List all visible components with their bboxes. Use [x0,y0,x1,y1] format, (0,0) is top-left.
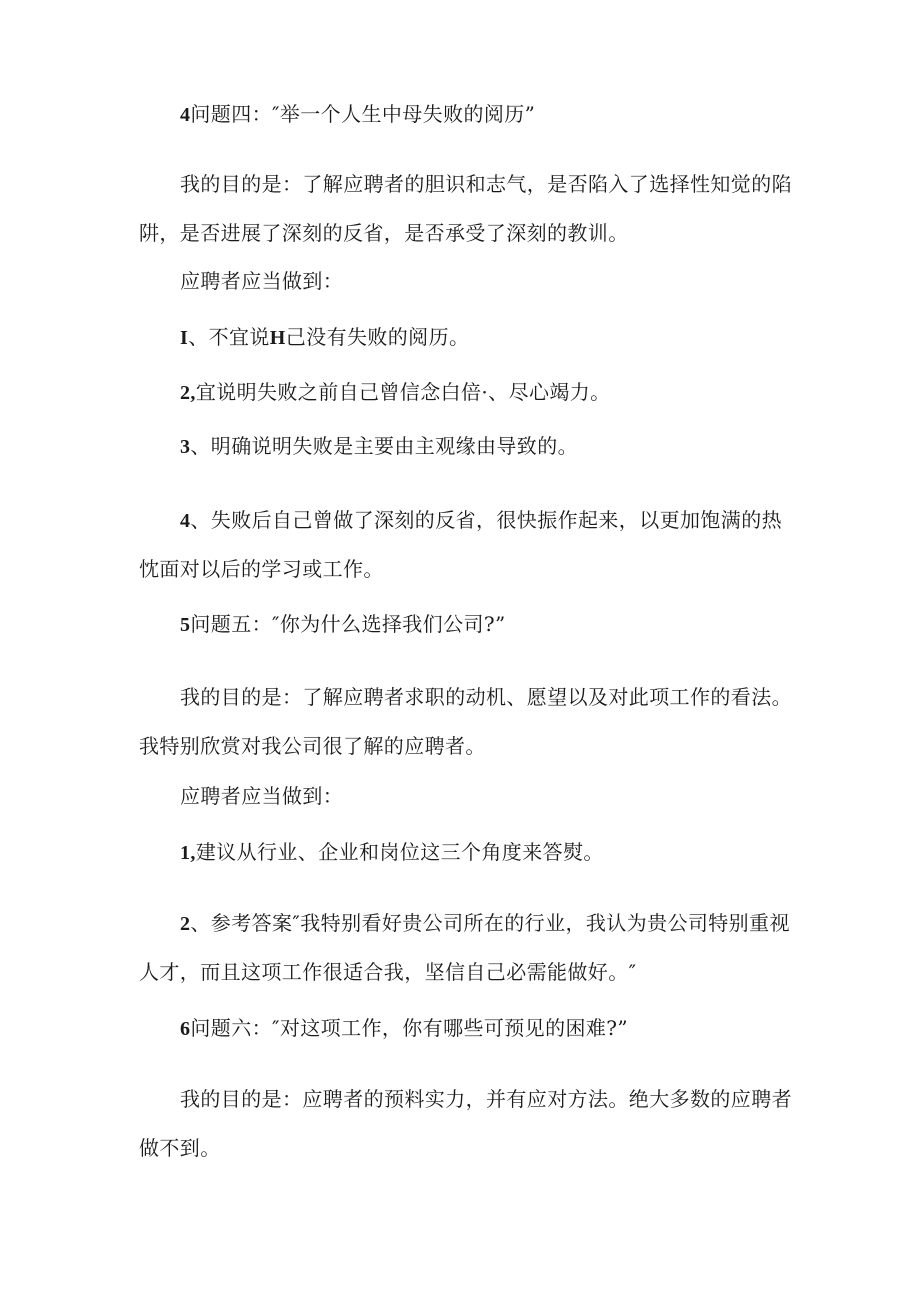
q5-heading [180,612,506,637]
q4-item-1-text-b: 己没有失败的阅历。 [285,325,470,349]
q6-purpose-line2: 做不到。 [139,1136,221,1160]
q4-item-3-number: 3 [180,436,191,458]
q4-item-3-text: 、明确说明失败是主要由主观缘由导致的。 [190,434,579,458]
q6-heading [180,1016,628,1041]
q4-item-2 [180,380,611,405]
q5-item-2-line1 [180,911,790,936]
q5-number: 5 [180,614,191,636]
q6-purpose-line1: 我的目的是：应聘者的预料实力，并有应对方法。绝大多数的应聘者 [180,1087,792,1111]
q4-purpose-line1: 我的目的是：了解应聘者的胆识和志气，是否陷入了选择性知觉的陷 [180,172,792,196]
q4-item-2-text: 宜说明失败之前自己曾信念白倍·、尽心竭力。 [195,380,611,404]
q4-item-1-number: I [180,327,189,349]
q4-item-4-number: 4 [180,510,191,532]
q4-heading-text: 问题四：″举一个人生中母失败的阅历” [190,102,536,126]
q4-should-label: 应聘者应当做到： [180,269,344,293]
q5-purpose-line2: 我特别欣赏对我公司很了解的应聘者。 [139,734,486,758]
q6-heading-text: 问题六：″对这项工作，你有哪些可预见的困难?” [190,1016,629,1040]
q5-item-2-number: 2 [180,913,191,935]
q4-item-1-text-a: 、不宜说 [188,325,270,349]
q4-heading [180,102,535,127]
q4-item-4-line2: 忱面对以后的学习或工作。 [139,557,384,581]
q5-item-2-line2: 人才，而且这项工作很适合我，坚信自己必需能做好。″ [139,960,637,984]
q5-item-1 [180,840,604,865]
q4-number: 4 [180,104,191,126]
q4-item-3 [180,434,578,459]
q4-item-4-line1 [180,508,782,533]
q5-heading-text: 问题五：″你为什么选择我们公司?” [190,612,506,636]
q5-purpose-line1: 我的目的是：了解应聘者求职的动机、愿望以及对此项工作的看法。 [180,685,792,709]
q5-should-label: 应聘者应当做到： [180,784,344,808]
q4-item-1 [180,325,469,350]
q5-item-1-text: 建议从行业、企业和岗位这三个角度来答熨。 [195,840,604,864]
q4-purpose-line2: 阱，是否进展了深刻的反省，是否承受了深刻的教训。 [139,221,629,245]
q4-item-4-text: 、失败后自己曾做了深刻的反省，很快振作起来，以更加饱满的热 [190,508,783,532]
q5-item-1-number: 1, [180,842,196,864]
q4-item-2-number: 2, [180,382,196,404]
q6-number: 6 [180,1018,191,1040]
q5-item-2-text: 、参考答案″我特别看好贵公司所在的行业，我认为贵公司特别重视 [190,911,790,935]
q4-item-1-bold-char: H [269,327,286,349]
